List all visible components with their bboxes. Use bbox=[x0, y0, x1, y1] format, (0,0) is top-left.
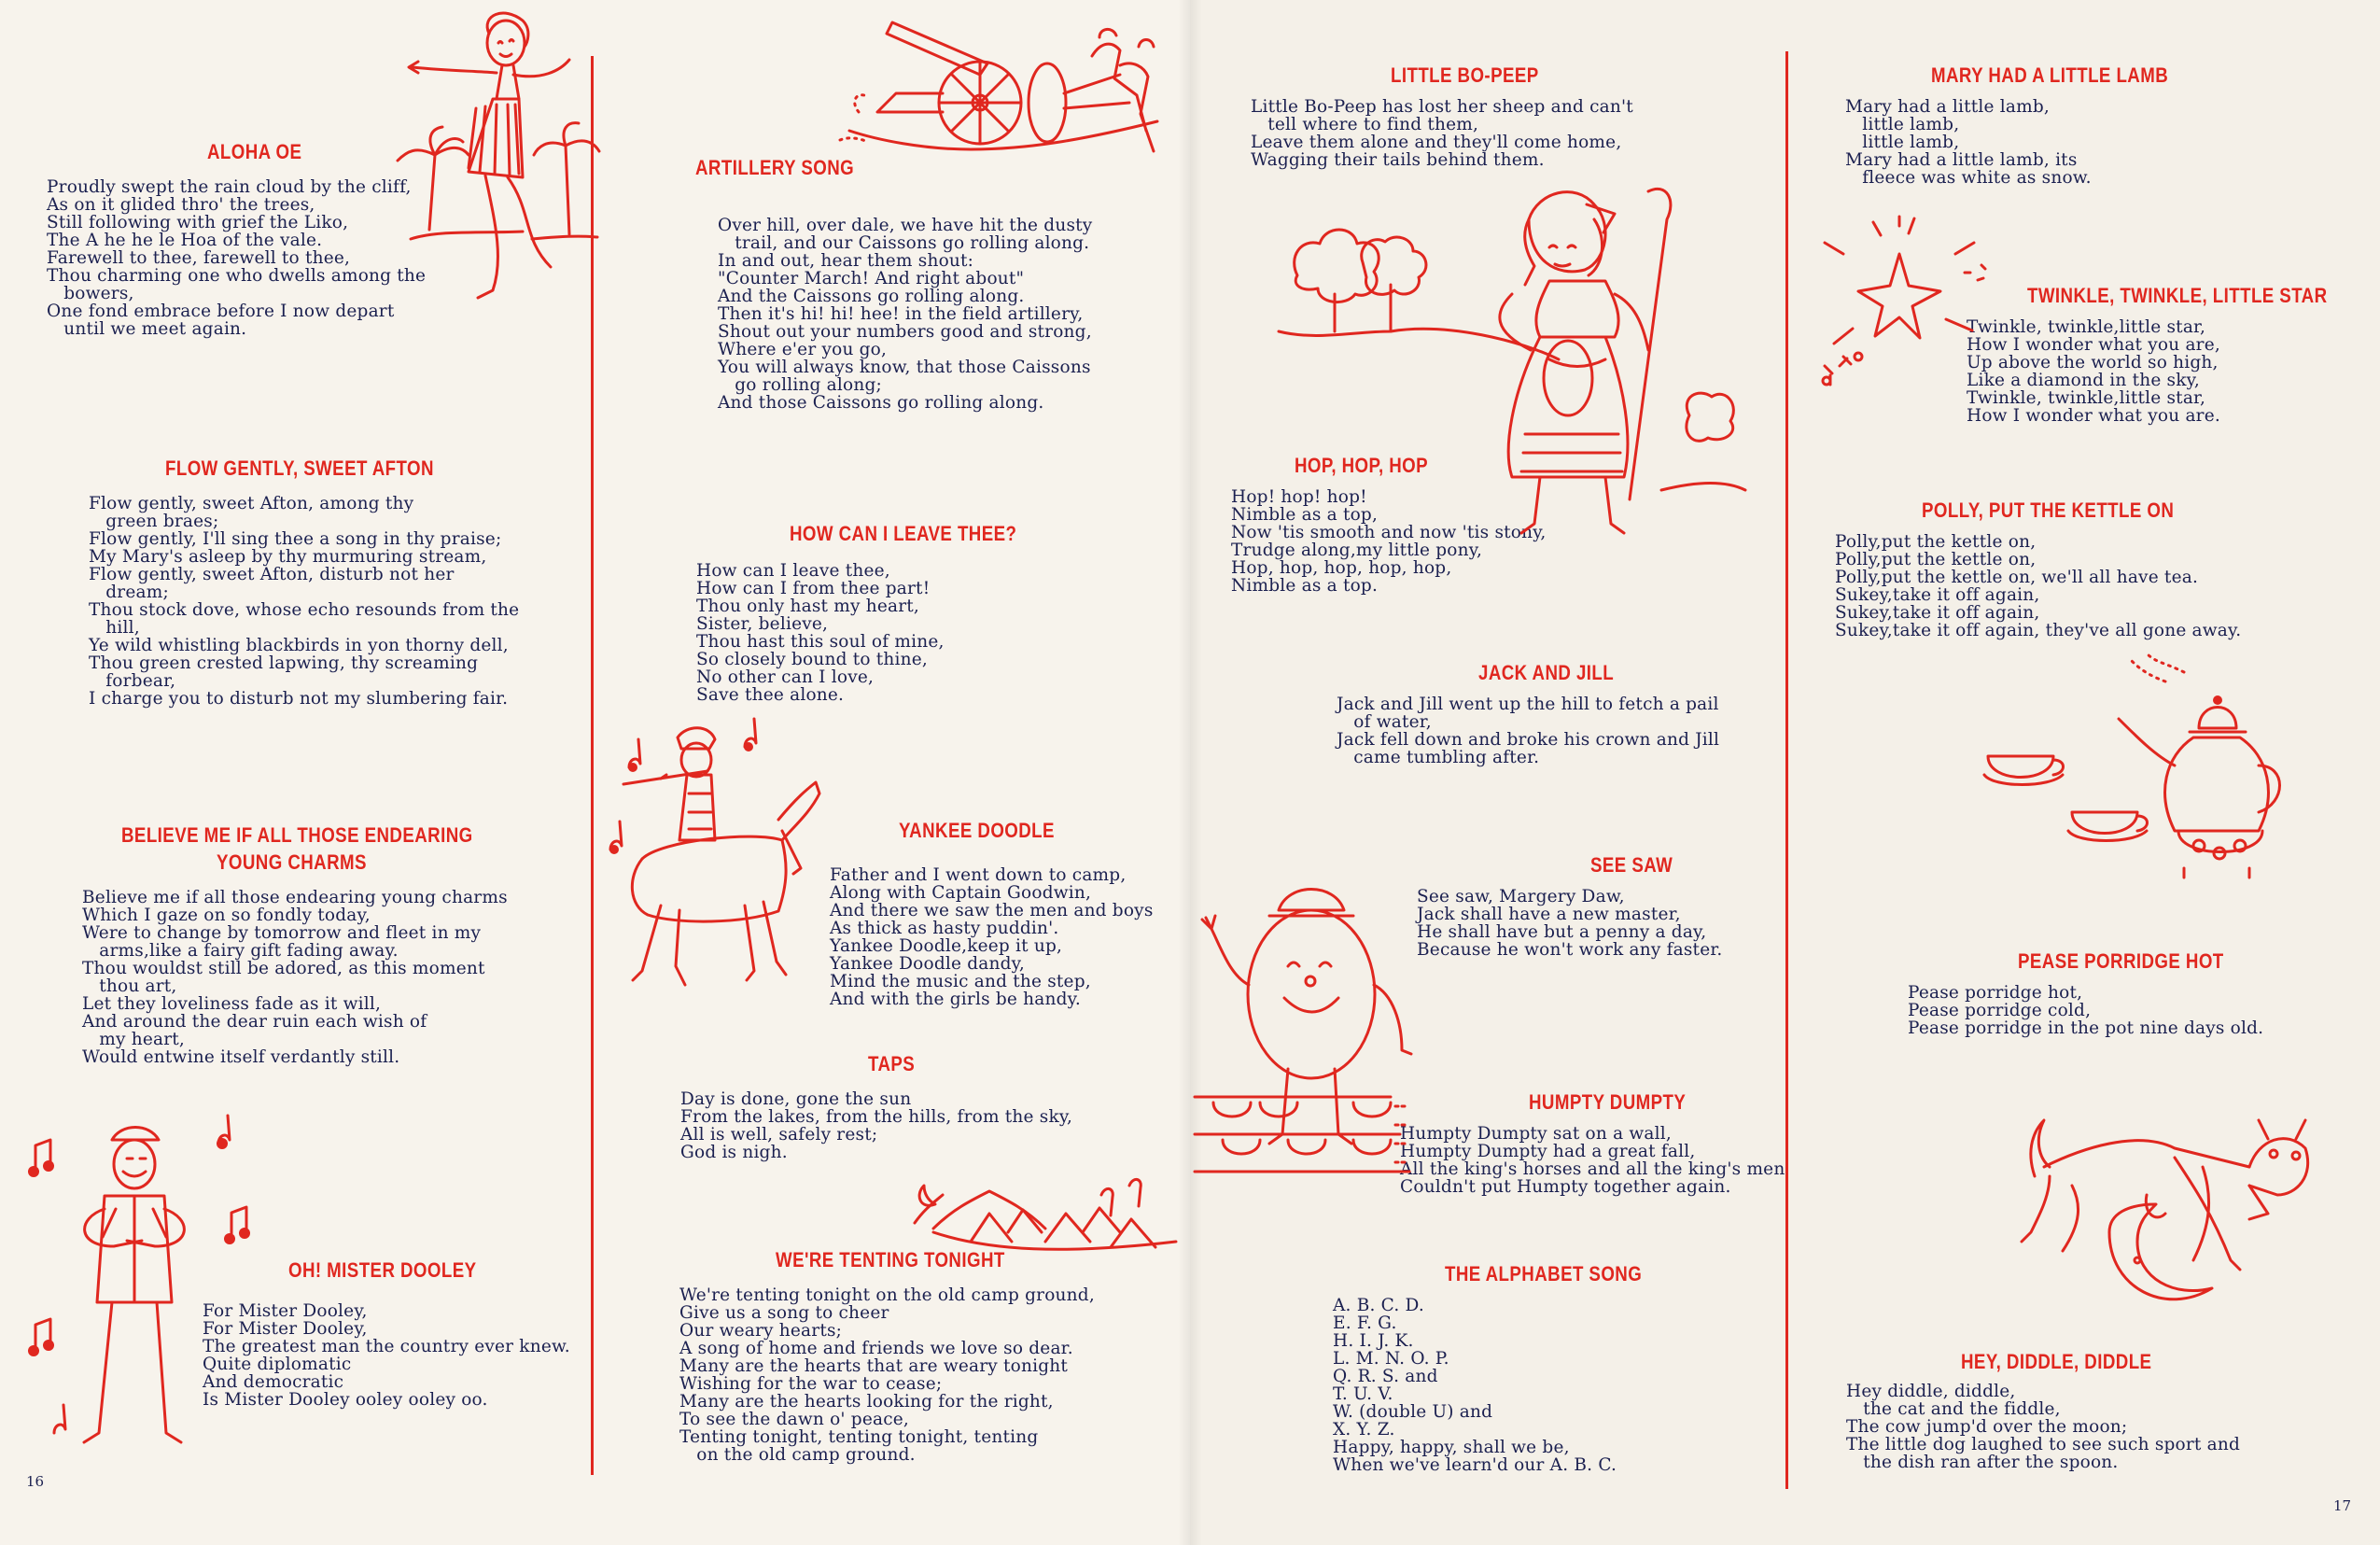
song-little-bo-peep bbox=[1251, 62, 1633, 169]
cow-over-moon-illustration bbox=[2016, 1102, 2333, 1344]
song-aloha-oe bbox=[47, 138, 426, 338]
song-lyrics: Day is done, gone the sun From the lakes, from the hills, from the sky, All is well, safely rest; God is nigh. bbox=[680, 1089, 1073, 1162]
song-lyrics: See saw, Margery Daw, Jack shall have a new master, He shall have but a penny a day, Because he won't work any faster. bbox=[1417, 887, 1723, 960]
song-yankee-doodle bbox=[830, 817, 1154, 1008]
song-polly-kettle bbox=[1835, 497, 2241, 639]
song-title: JACK AND JILL bbox=[1478, 661, 1615, 684]
song-title: FLOW GENTLY, SWEET AFTON bbox=[165, 456, 434, 480]
song-lyrics: Proudly swept the rain cloud by the cliff, As on it glided thro' the trees, Still following with grief the Liko, The A he he le Hoa of the vale. Farewell to thee, farewell to thee, Thou charming one who dwells among the bowers, One fond embrace before I now depart until we meet again. bbox=[47, 177, 427, 339]
song-lyrics: Father and I went down to camp, Along with Captain Goodwin, And there we saw the men and boys As thick as hasty puddin'. Yankee Doodle,keep it up, Yankee Doodle dandy, Mind the music and the step, And with the girls be handy. bbox=[830, 865, 1154, 1009]
song-title: YANKEE DOODLE bbox=[899, 819, 1055, 842]
page-number-right: 17 bbox=[2333, 1497, 2352, 1514]
song-lyrics: A. B. C. D. E. F. G. H. I. J. K. L. M. N. O. P. Q. R. S. and T. U. V. W. (double U) and X. Y. Z. Happy, happy, shall we be, When we've learn'd our A. B. C. bbox=[1333, 1296, 1617, 1475]
song-jack-and-jill bbox=[1337, 659, 1719, 766]
song-lyrics: Believe me if all those endearing young charms Which I gaze on so fondly today, Were to change by tomorrow and fleet in my arms,like a fairy gift fading away. Thou wouldst still be adored, as this moment thou art, Let they loveliness fade as it will, And around the dear ruin each wish of my heart, Would entwine itself verdantly still. bbox=[82, 888, 508, 1067]
song-mary-lamb bbox=[1845, 62, 2210, 187]
humpty-dumpty-illustration bbox=[1195, 882, 1475, 1190]
song-lyrics: We're tenting tonight on the old camp ground, Give us a song to cheer Our weary hearts; A song of home and friends we love so dear. Many are the hearts that are weary tonight Wishing for the war to cease; Many are the hearts looking for the right, To see the dawn o' peace, Tenting tonight, tenting tonight, tenting on the old camp ground. bbox=[679, 1285, 1095, 1465]
song-flow-gently bbox=[89, 455, 519, 708]
song-title: LITTLE BO-PEEP bbox=[1391, 63, 1539, 87]
bo-peep-illustration bbox=[1279, 191, 1745, 546]
song-title: OH! MISTER DOOLEY bbox=[288, 1258, 477, 1282]
cannon-caisson-illustration bbox=[840, 19, 1176, 168]
singing-man-illustration bbox=[26, 1116, 259, 1461]
colonial-horseman-illustration bbox=[605, 719, 819, 999]
song-title: HEY, DIDDLE, DIDDLE bbox=[1961, 1350, 2152, 1373]
song-lyrics: How can I leave thee, How can I from thee part! Thou only hast my heart, Sister, believe, Thou hast this soul of mine, So closely bound to thine, No other can I love, Save thee alone. bbox=[696, 561, 945, 705]
song-lyrics: Little Bo-Peep has lost her sheep and can't tell where to find them, Leave them alone and they'll come home, Wagging their tails behind them. bbox=[1251, 97, 1633, 170]
military-camp-illustration bbox=[896, 1167, 1185, 1279]
song-lyrics: Hop! hop! hop! Nimble as a top, Now 'tis smooth and now 'tis stony, Trudge along,my little pony, Hop, hop, hop, hop, hop, Nimble as a top. bbox=[1231, 487, 1547, 596]
song-lyrics: Mary had a little lamb, little lamb, little lamb, Mary had a little lamb, its fleece was white as snow. bbox=[1845, 97, 2092, 188]
tea-kettle-illustration bbox=[1988, 644, 2287, 887]
song-lyrics: Jack and Jill went up the hill to fetch a pail of water, Jack fell down and broke his crown and Jill came tumbling after. bbox=[1337, 695, 1720, 767]
song-title: HOP, HOP, HOP bbox=[1295, 454, 1429, 477]
song-title: ALOHA OE bbox=[207, 140, 302, 163]
hula-dancer-illustration bbox=[392, 6, 607, 332]
song-title: TAPS bbox=[868, 1052, 916, 1075]
song-title: TWINKLE, TWINKLE, LITTLE STAR bbox=[2027, 284, 2328, 307]
star-illustration bbox=[1815, 217, 1983, 385]
song-believe-me bbox=[82, 822, 535, 1066]
song-artillery bbox=[695, 154, 1092, 412]
column-divider-right bbox=[1785, 51, 1788, 1489]
song-twinkle bbox=[1967, 282, 2380, 425]
song-how-can-i-leave-thee bbox=[696, 520, 1057, 704]
song-title: MARY HAD A LITTLE LAMB bbox=[1931, 63, 2169, 87]
book-gutter bbox=[1178, 0, 1202, 1545]
song-title: THE ALPHABET SONG bbox=[1445, 1262, 1643, 1285]
song-lyrics: Flow gently, sweet Afton, among thy green braes; Flow gently, I'll sing thee a song in thy praise; My Mary's asleep by thy murmuring stream, Flow gently, sweet Afton, disturb not her dream; Thou stock dove, whose echo resounds from the hill, Ye wild whistling blackbirds in yon thorny dell, Thou green crested lapwing, thy screaming forbear, I charge you to disturb not my slumbering fair. bbox=[89, 494, 520, 709]
song-title: ARTILLERY SONG bbox=[695, 156, 855, 179]
song-title: HOW CAN I LEAVE THEE? bbox=[790, 522, 1017, 545]
song-alphabet bbox=[1333, 1260, 1676, 1474]
song-title: POLLY, PUT THE KETTLE ON bbox=[1922, 499, 2175, 522]
song-lyrics: For Mister Dooley, For Mister Dooley, The greatest man the country ever knew. Quite diplomatic And democratic Is Mister Dooley ooley ooley oo. bbox=[203, 1301, 570, 1410]
song-lyrics: Pease porridge hot, Pease porridge cold, Pease porridge in the pot nine days old. bbox=[1908, 983, 2264, 1038]
song-title: PEASE PORRIDGE HOT bbox=[2018, 949, 2224, 973]
song-taps bbox=[680, 1050, 1072, 1161]
song-lyrics: Over hill, over dale, we have hit the dusty trail, and our Caissons go rolling along. In and out, hear them shout: "Counter March! And right about" And the Caissons go rolling along. Then it's hi! hi! hee! in the field artillery, Shout out your numbers good and strong, Where e'er you go, You will always know, that those Caissons go rolling along; And those Caissons go rolling along. bbox=[718, 216, 1093, 413]
song-title: HUMPTY DUMPTY bbox=[1529, 1090, 1687, 1114]
song-title-line1: BELIEVE ME IF ALL THOSE ENDEARING bbox=[121, 823, 473, 847]
page-number-left: 16 bbox=[26, 1473, 45, 1490]
song-lyrics: Twinkle, twinkle,little star, How I wonder what you are, Up above the world so high, Like a diamond in the sky, Twinkle, twinkle,little star, How I wonder what you are. bbox=[1967, 317, 2220, 426]
song-title: WE'RE TENTING TONIGHT bbox=[776, 1248, 1005, 1271]
song-lyrics: Hey diddle, diddle, the cat and the fiddle, The cow jump'd over the moon; The little dog laughed to see such sport and the dish ran after the spoon. bbox=[1846, 1382, 2241, 1472]
song-title: SEE SAW bbox=[1590, 853, 1673, 877]
song-pease-porridge bbox=[1908, 948, 2263, 1037]
song-lyrics: Polly,put the kettle on, Polly,put the kettle on, Polly,put the kettle on, we'll all have tea. Sukey,take it off again, Sukey,take it off again, Sukey,take it off again, they've all gone away. bbox=[1835, 532, 2242, 640]
song-hey-diddle bbox=[1846, 1348, 2240, 1471]
song-title-line2: YOUNG CHARMS bbox=[217, 850, 367, 874]
song-lyrics: Humpty Dumpty sat on a wall, Humpty Dumpty had a great fall, All the king's horses and all the king's men Couldn't put Humpty together again. bbox=[1400, 1124, 1785, 1197]
